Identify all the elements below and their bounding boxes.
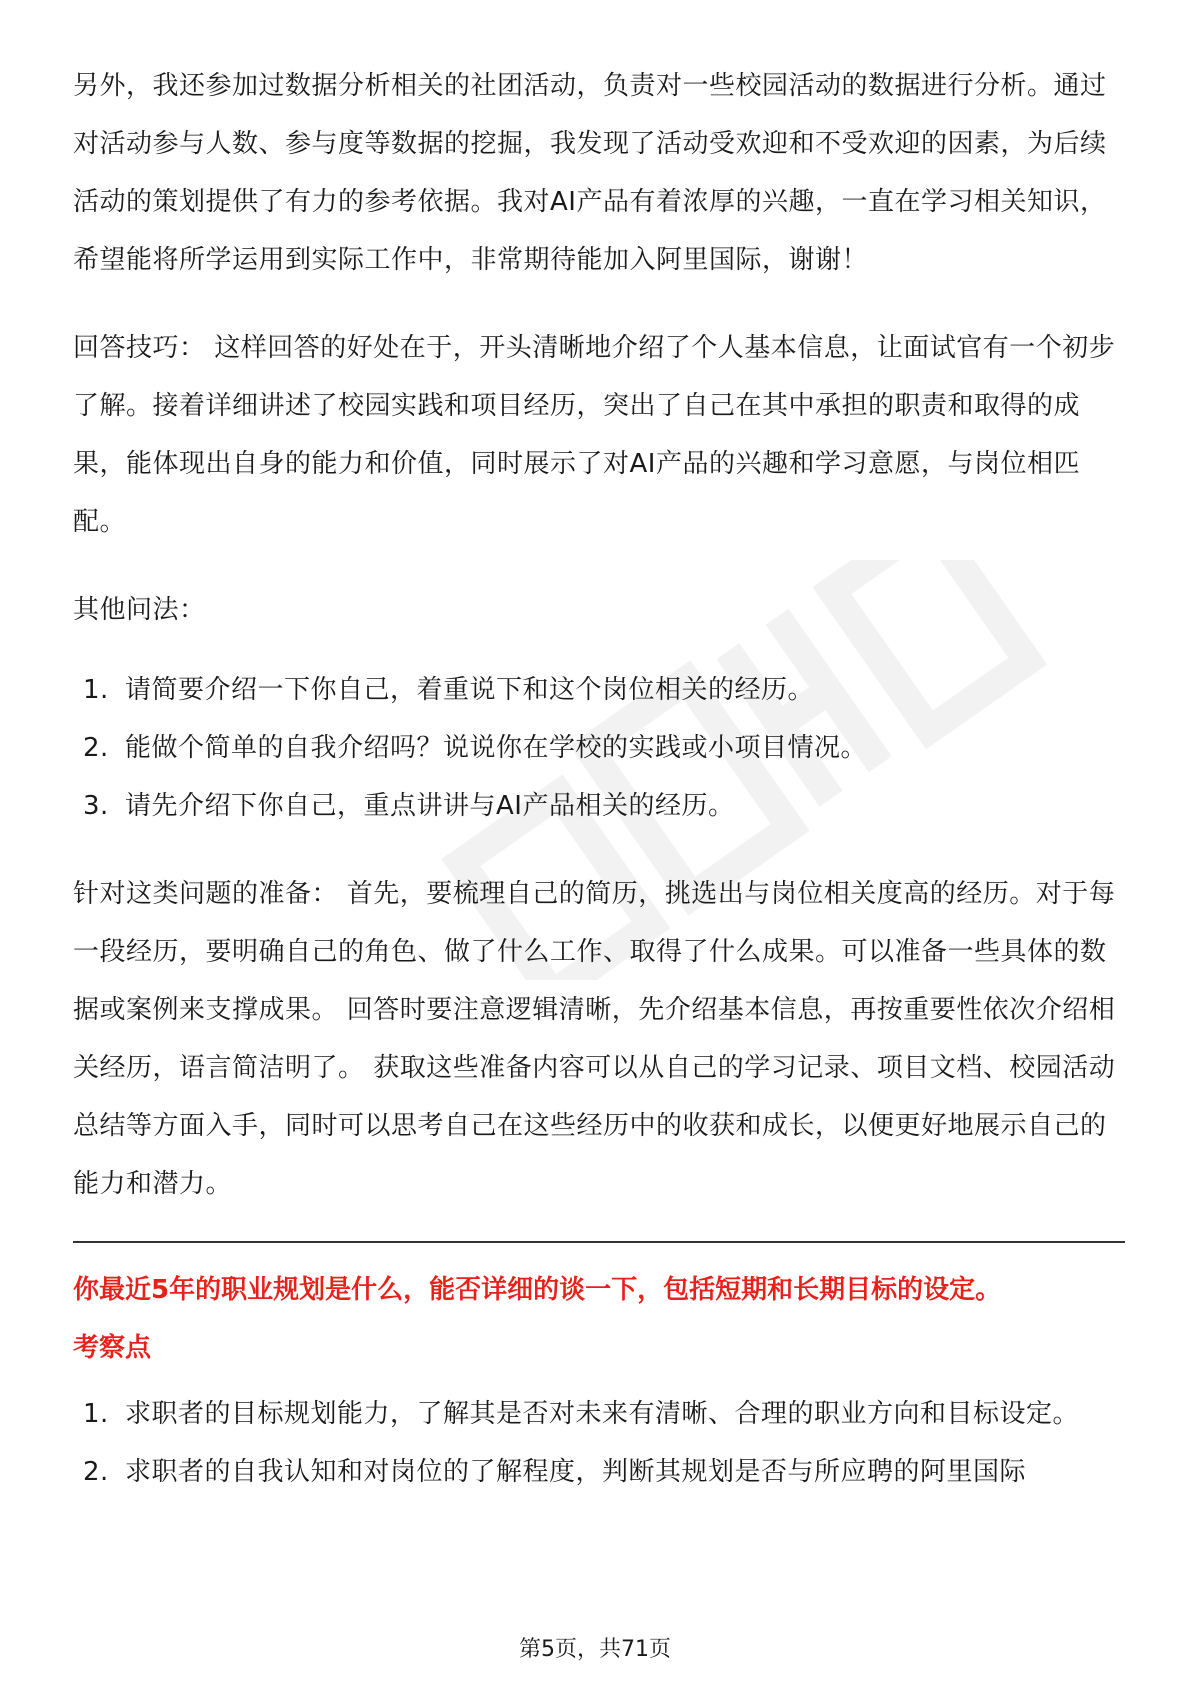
question-title: 你最近5年的职业规划是什么，能否详细的谈一下，包括短期和长期目标的设定。	[73, 1275, 1002, 1305]
list-item-text: 求职者的自我认知和对岗位的了解程度，判断其规划是否与所应聘的阿里国际	[125, 1457, 1027, 1487]
paragraph-answer-tips: 回答技巧： 这样回答的好处在于，开头清晰地介绍了个人基本信息，让面试官有一个初步了解。接着详细讲述了校园实践和项目经历，突出了自己在其中承担的职责和取得的成果，能体现出自身的能力和价值，同时展示了对AI产品的兴趣和学习意愿，与岗位相匹配。	[73, 333, 1116, 537]
list-item-text: 请先介绍下你自己，重点讲讲与AI产品相关的经历。	[125, 791, 735, 821]
list-item	[83, 1443, 1125, 1501]
list-item-number: 1.	[83, 675, 109, 705]
list-item-number: 3.	[83, 791, 109, 821]
paragraph-preparation: 针对这类问题的准备： 首先，要梳理自己的简历，挑选出与岗位相关度高的经历。对于每一段经历，要明确自己的角色、做了什么工作、取得了什么成果。可以准备一些具体的数据或案例来支撑成果。 回答时要注意逻辑清晰，先介绍基本信息，再按重要性依次介绍相关经历，语言简洁明了。 获取这些准备内容可以从自己的学习记录、项目文档、校园活动总结等方面入手，同时可以思考自己在这些经历中的收获和成长，以便更好地展示自己的能力和潜力。	[73, 879, 1116, 1199]
section-divider	[73, 1241, 1125, 1243]
assessment-points-heading: 考察点	[73, 1333, 152, 1363]
list-item-number: 2.	[83, 1457, 109, 1487]
list-item-text: 请简要介绍一下你自己，着重说下和这个岗位相关的经历。	[125, 675, 815, 705]
list-item-number: 1.	[83, 1399, 109, 1429]
list-item	[83, 1385, 1125, 1443]
list-item-text: 求职者的目标规划能力，了解其是否对未来有清晰、合理的职业方向和目标设定。	[125, 1399, 1080, 1429]
paragraph-experience: 另外，我还参加过数据分析相关的社团活动，负责对一些校园活动的数据进行分析。通过对活动参与人数、参与度等数据的挖掘，我发现了活动受欢迎和不受欢迎的因素，为后续活动的策划提供了有力的参考依据。我对AI产品有着浓厚的兴趣，一直在学习相关知识，希望能将所学运用到实际工作中，非常期待能加入阿里国际，谢谢！	[73, 71, 1107, 275]
list-item-number: 2.	[83, 733, 109, 763]
list-item	[83, 661, 1125, 719]
list-item	[83, 719, 1125, 777]
assessment-points-list	[73, 1385, 1125, 1501]
main-content	[73, 57, 1125, 1501]
paragraph-other-questions-heading: 其他问法：	[73, 595, 206, 625]
list-item-text: 能做个简单的自我介绍吗？说说你在学校的实践或小项目情况。	[125, 733, 868, 763]
other-questions-list	[73, 661, 1125, 835]
list-item	[83, 777, 1125, 835]
page-number-footer: 第5页，共71页	[519, 1637, 671, 1662]
